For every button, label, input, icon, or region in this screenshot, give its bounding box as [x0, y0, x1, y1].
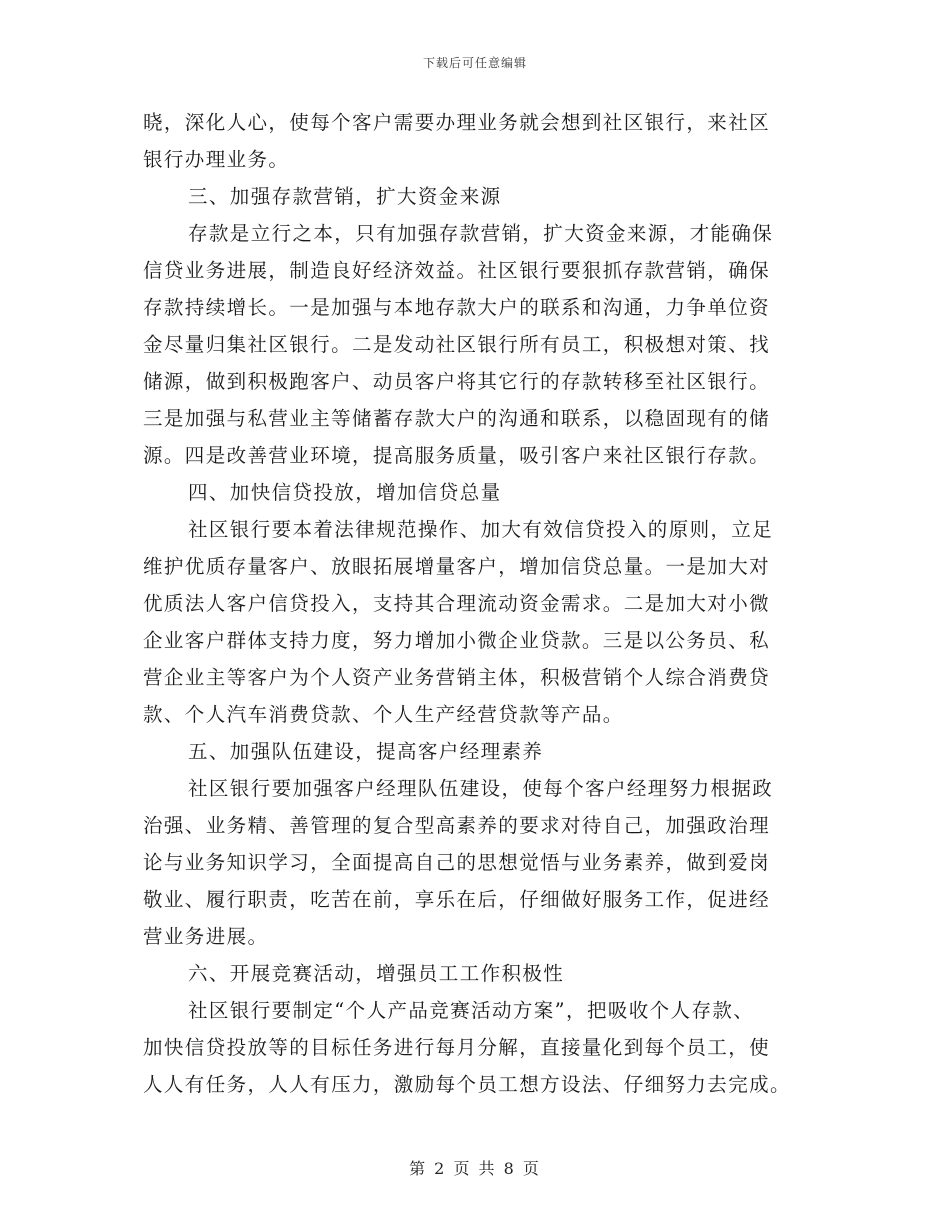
body-line: 人人有任务，人人有压力，激励每个员工想方设法、仔细努力去完成。: [143, 1073, 791, 1096]
body-line: 晓，深化人心，使每个客户需要办理业务就会想到社区银行，来社区: [143, 111, 771, 134]
body-line: 加快信贷投放等的目标任务进行每月分解，直接量化到每个员工，使: [143, 1036, 771, 1059]
body-line: 敬业、履行职责，吃苦在前，享乐在后，仔细做好服务工作，促进经: [143, 888, 771, 911]
body-line: 营企业主等客户为个人资产业务营销主体，积极营销个人综合消费贷: [143, 666, 771, 689]
body-line: 维护优质存量客户、放眼拓展增量客户，增加信贷总量。一是加大对: [143, 555, 771, 578]
section-heading-6: 六、开展竞赛活动，增强员工工作积极性: [188, 962, 565, 985]
section-heading-5: 五、加强队伍建设，提高客户经理素养: [188, 740, 544, 763]
body-line: 论与业务知识学习，全面提高自己的思想觉悟与业务素养，做到爱岗: [143, 851, 771, 874]
page-header-note: 下载后可任意编辑: [422, 56, 527, 70]
body-line: 存款是立行之本，只有加强存款营销，扩大资金来源，才能确保: [188, 222, 774, 245]
body-line: 款、个人汽车消费贷款、个人生产经营贷款等产品。: [143, 703, 624, 726]
body-line: 社区银行要本着法律规范操作、加大有效信贷投入的原则，立足: [188, 518, 774, 541]
body-line: 存款持续增长。一是加强与本地存款大户的联系和沟通，力争单位资: [143, 296, 771, 319]
body-line: 企业客户群体支持力度，努力增加小微企业贷款。三是以公务员、私: [143, 629, 771, 652]
body-line: 营业务进展。: [143, 925, 269, 948]
body-line: 金尽量归集社区银行。二是发动社区银行所有员工，积极想对策、找: [143, 333, 771, 356]
body-line: 源。四是改善营业环境，提高服务质量，吸引客户来社区银行存款。: [143, 444, 771, 467]
body-line: 社区银行要制定“个人产品竞赛活动方案”，把吸收个人存款、: [188, 999, 755, 1022]
page-number: 第 2 页 共 8 页: [409, 1159, 541, 1178]
body-line: 银行办理业务。: [143, 148, 290, 171]
body-line: 社区银行要加强客户经理队伍建设，使每个客户经理努力根据政: [188, 777, 774, 800]
section-heading-3: 三、加强存款营销，扩大资金来源: [188, 185, 502, 208]
body-line: 优质法人客户信贷投入，支持其合理流动资金需求。二是加大对小微: [143, 592, 771, 615]
body-line: 储源，做到积极跑客户、动员客户将其它行的存款转移至社区银行。: [143, 370, 771, 393]
body-line: 治强、业务精、善管理的复合型高素养的要求对待自己，加强政治理: [143, 814, 771, 837]
section-heading-4: 四、加快信贷投放，增加信贷总量: [188, 481, 502, 504]
body-line: 信贷业务进展，制造良好经济效益。社区银行要狠抓存款营销，确保: [143, 259, 771, 282]
document-body: [143, 104, 813, 1103]
body-line: 三是加强与私营业主等储蓄存款大户的沟通和联系，以稳固现有的储: [143, 407, 771, 430]
